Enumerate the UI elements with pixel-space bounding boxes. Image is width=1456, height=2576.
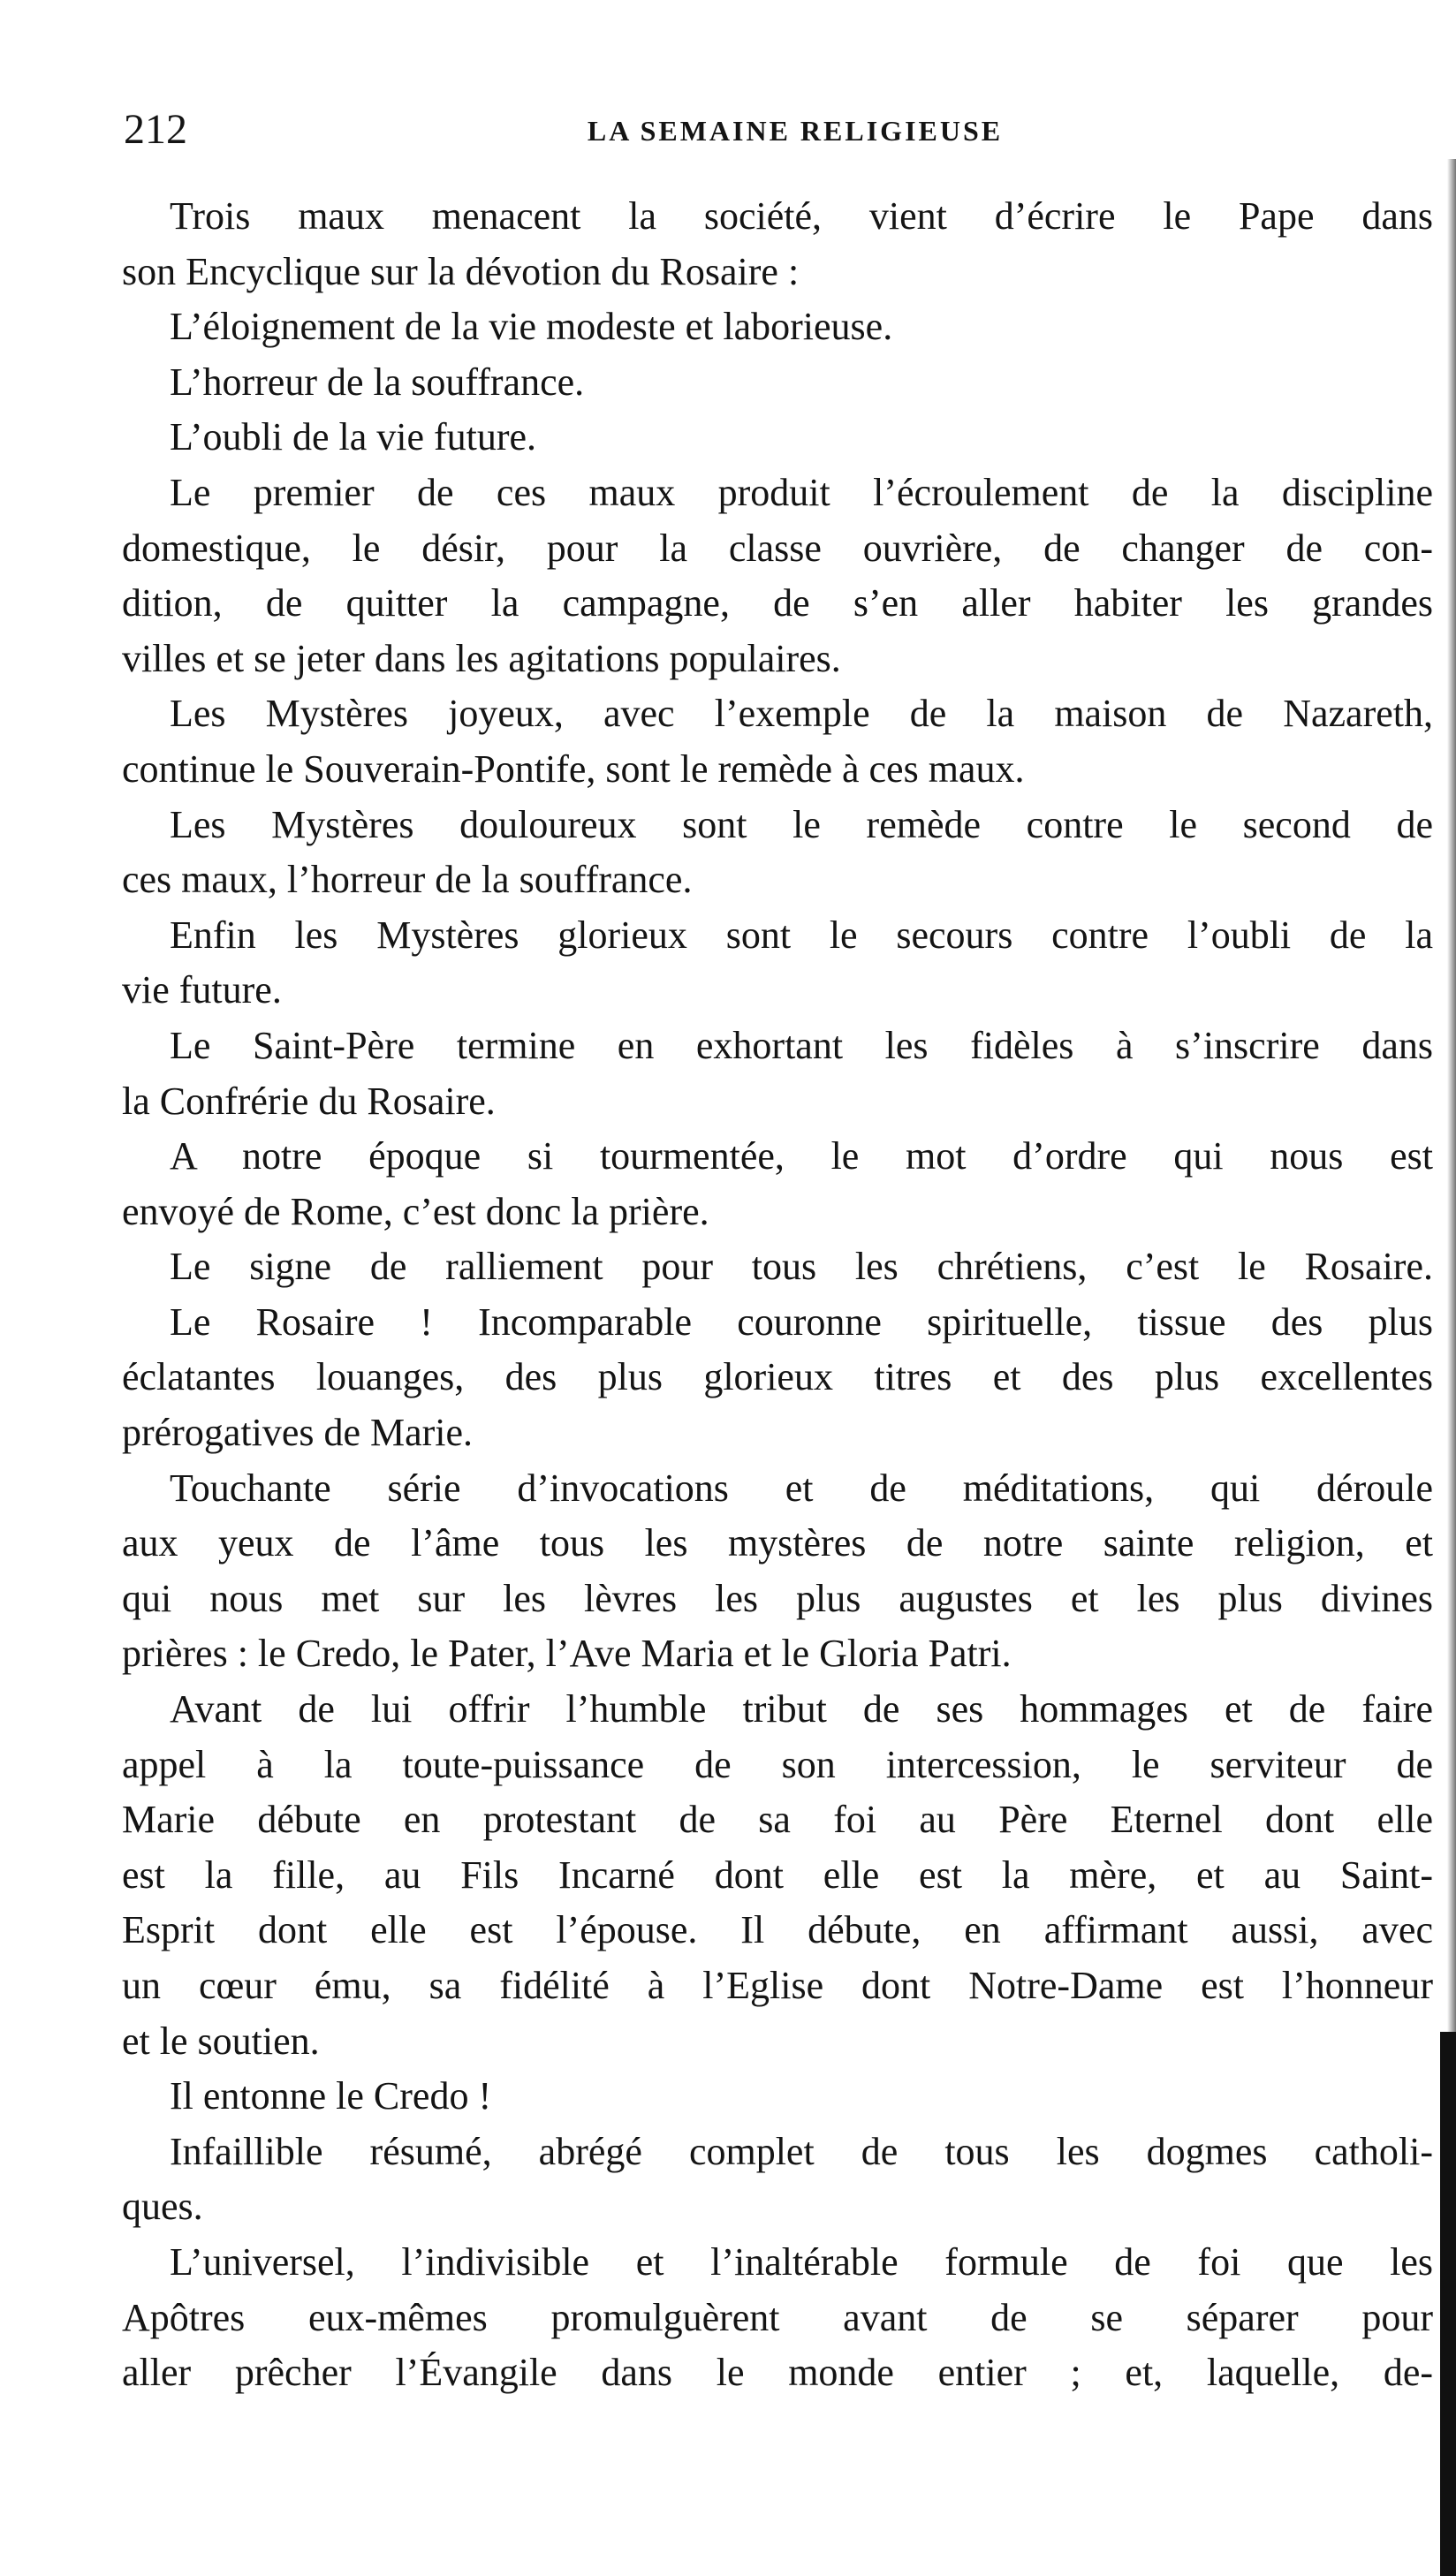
text-line: L’oubli de la vie future. — [170, 415, 537, 459]
text-line: Trois maux menacent la société, vient d’écrire le Pape dans — [170, 194, 1433, 238]
text-line: est la fille, au Fils Incarné dont elle est la mère, et au Saint- — [122, 1852, 1433, 1897]
text-line: vie future. — [122, 968, 282, 1012]
text-line: continue le Souverain-Pontife, sont le remède à ces maux. — [122, 746, 1025, 791]
text-line: un cœur ému, sa fidélité à l’Eglise dont Notre-Dame est l’honneur — [122, 1964, 1433, 2007]
text-line: L’éloignement de la vie modeste et laborieuse. — [170, 305, 893, 349]
text-line: Le Rosaire ! Incomparable couronne spirituelle, tissue des plus — [170, 1299, 1433, 1344]
text-line: et le soutien. — [122, 2019, 320, 2063]
text-line: domestique, le désir, pour la classe ouvrière, de changer de con- — [122, 526, 1433, 570]
page-number: 212 — [124, 106, 187, 153]
text-line: Touchante série d’invocations et de méditations, qui déroule — [170, 1466, 1433, 1510]
page-edge-binding — [1440, 2032, 1456, 2576]
text-line: Enfin les Mystères glorieux sont le secours contre l’oubli de la — [170, 913, 1433, 957]
text-line: envoyé de Rome, c’est donc la prière. — [122, 1189, 709, 1233]
text-line: Les Mystères joyeux, avec l’exemple de la maison de Nazareth, — [170, 692, 1433, 736]
text-line: A notre époque si tourmentée, le mot d’ordre qui nous est — [170, 1134, 1433, 1178]
text-line: L’horreur de la souffrance. — [170, 360, 585, 404]
text-line: qui nous met sur les lèvres les plus augustes et les plus divines — [122, 1576, 1433, 1620]
text-line: Il entonne le Credo ! — [170, 2074, 492, 2118]
text-line: L’universel, l’indivisible et l’inaltérable formule de foi que les — [170, 2239, 1433, 2284]
text-line: ques. — [122, 2185, 203, 2229]
text-line: prérogatives de Marie. — [122, 1411, 474, 1455]
text-line: dition, de quitter la campagne, de s’en aller habiter les grandes — [122, 581, 1433, 625]
running-title: LA SEMAINE RELIGIEUSE — [587, 115, 1004, 147]
text-line: la Confrérie du Rosaire. — [122, 1079, 496, 1123]
text-line: aller prêcher l’Évangile dans le monde entier ; et, laquelle, de- — [122, 2351, 1433, 2395]
text-line: éclatantes louanges, des plus glorieux titres et des plus excellentes — [122, 1355, 1433, 1399]
text-line: aux yeux de l’âme tous les mystères de notre sainte religion, et — [122, 1521, 1433, 1565]
text-line: Le signe de ralliement pour tous les chrétiens, c’est le Rosaire. — [170, 1245, 1433, 1289]
text-line: Avant de lui offrir l’humble tribut de ses hommages et de faire — [170, 1687, 1433, 1731]
text-line: Marie débute en protestant de sa foi au Père Eternel dont elle — [122, 1798, 1433, 1842]
text-line: Les Mystères douloureux sont le remède contre le second de — [170, 802, 1433, 846]
page-header — [124, 99, 1431, 161]
text-line: Le Saint-Père termine en exhortant les fidèles à s’inscrire dans — [170, 1023, 1433, 1067]
text-line: villes et se jeter dans les agitations populaires. — [122, 636, 841, 680]
text-line: ces maux, l’horreur de la souffrance. — [122, 858, 693, 902]
text-line: Apôtres eux-mêmes promulguèrent avant de se séparer pour — [122, 2295, 1433, 2339]
text-line: son Encyclique sur la dévotion du Rosaire : — [122, 249, 800, 293]
text-line: Infaillible résumé, abrégé complet de tous les dogmes catholi- — [170, 2129, 1433, 2173]
body-text — [122, 189, 1433, 2401]
text-line: Esprit dont elle est l’épouse. Il débute, en affirmant aussi, avec — [122, 1908, 1433, 1952]
text-line: Le premier de ces maux produit l’écroulement de la discipline — [170, 470, 1433, 514]
text-line: prières : le Credo, le Pater, l’Ave Maria et le Gloria Patri. — [122, 1632, 1012, 1676]
text-line: appel à la toute-puissance de son intercession, le serviteur de — [122, 1742, 1433, 1786]
